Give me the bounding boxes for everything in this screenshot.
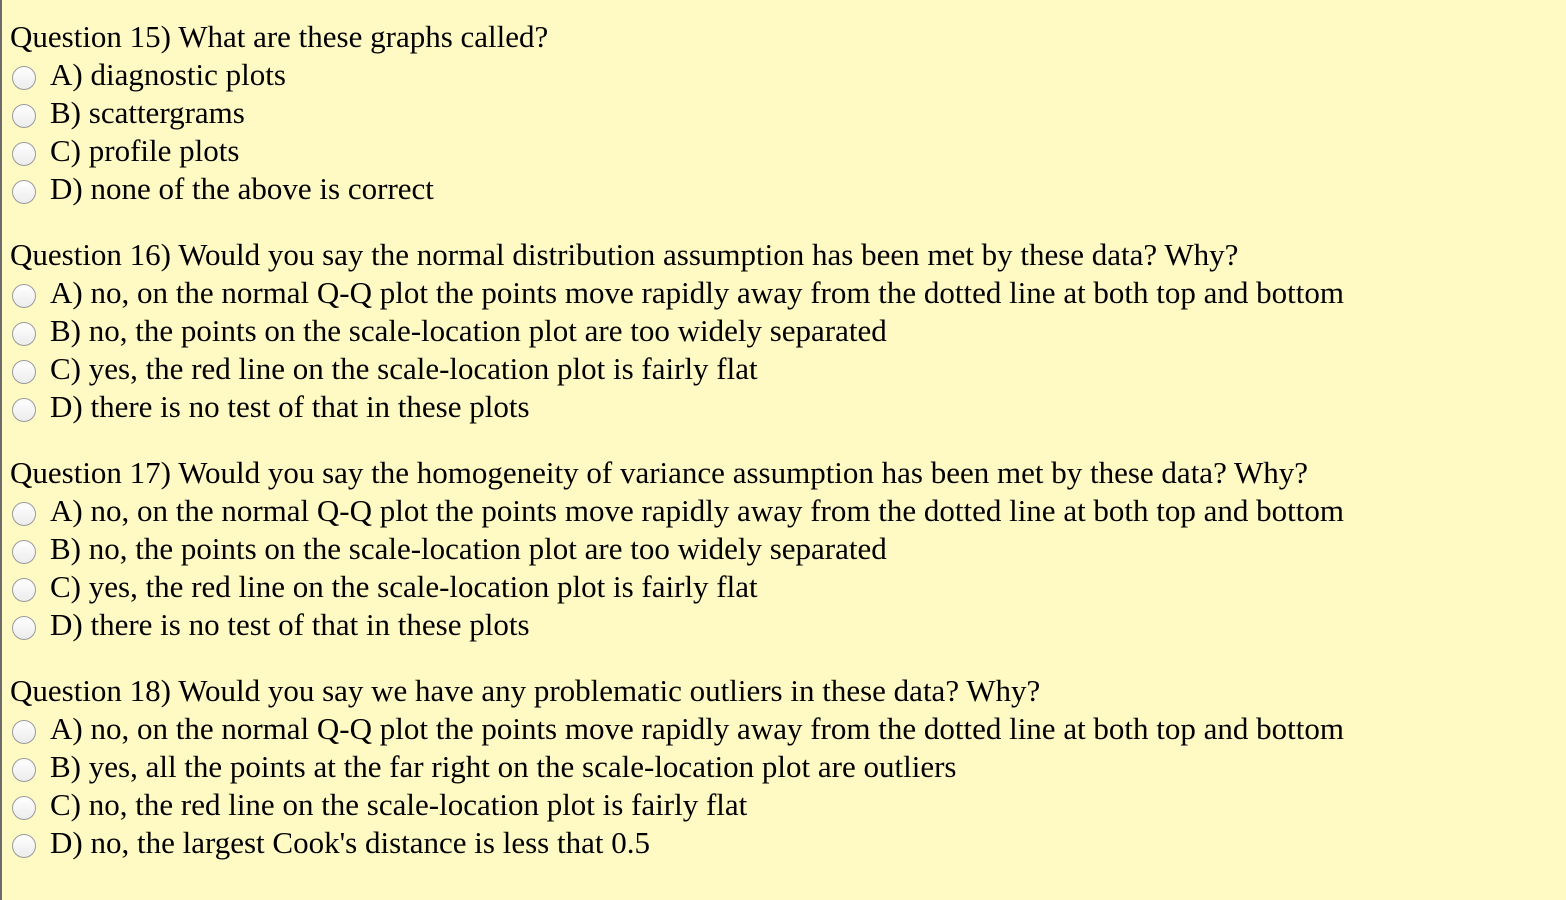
option-18-a[interactable] <box>10 710 1550 748</box>
option-17-a[interactable] <box>10 492 1550 530</box>
radio-button[interactable] <box>12 540 36 564</box>
option-16-c[interactable] <box>10 350 1550 388</box>
option-18-b[interactable] <box>10 748 1550 786</box>
radio-button[interactable] <box>12 180 36 204</box>
radio-button[interactable] <box>12 502 36 526</box>
option-18-c[interactable] <box>10 786 1550 824</box>
question-text: Question 17) Would you say the homogeneity of variance assumption has been met by these data? Why? <box>10 455 1309 490</box>
question-15 <box>10 18 1550 208</box>
question-16 <box>10 236 1550 426</box>
radio-button[interactable] <box>12 834 36 858</box>
option-15-c[interactable] <box>10 132 1550 170</box>
question-17 <box>10 454 1550 644</box>
option-label: A) no, on the normal Q-Q plot the points move rapidly away from the dotted line at both top and bottom <box>50 711 1345 746</box>
option-label: B) yes, all the points at the far right on the scale-location plot are outliers <box>50 749 957 784</box>
option-label: C) no, the red line on the scale-location plot is fairly flat <box>50 787 748 822</box>
option-17-d[interactable] <box>10 606 1550 644</box>
radio-button[interactable] <box>12 142 36 166</box>
radio-button[interactable] <box>12 796 36 820</box>
left-border <box>0 0 2 900</box>
option-16-a[interactable] <box>10 274 1550 312</box>
radio-button[interactable] <box>12 758 36 782</box>
radio-button[interactable] <box>12 720 36 744</box>
option-label: D) no, the largest Cook's distance is less that 0.5 <box>50 825 650 860</box>
option-label: C) yes, the red line on the scale-location plot is fairly flat <box>50 569 758 604</box>
radio-button[interactable] <box>12 284 36 308</box>
option-label: C) profile plots <box>50 133 240 168</box>
option-17-c[interactable] <box>10 568 1550 606</box>
radio-button[interactable] <box>12 66 36 90</box>
option-label: D) there is no test of that in these plots <box>50 607 530 642</box>
option-16-b[interactable] <box>10 312 1550 350</box>
option-label: A) no, on the normal Q-Q plot the points move rapidly away from the dotted line at both top and bottom <box>50 493 1345 528</box>
radio-button[interactable] <box>12 578 36 602</box>
option-label: D) there is no test of that in these plots <box>50 389 530 424</box>
option-15-b[interactable] <box>10 94 1550 132</box>
radio-button[interactable] <box>12 398 36 422</box>
option-label: B) no, the points on the scale-location plot are too widely separated <box>50 531 887 566</box>
radio-button[interactable] <box>12 360 36 384</box>
option-17-b[interactable] <box>10 530 1550 568</box>
option-15-d[interactable] <box>10 170 1550 208</box>
option-label: C) yes, the red line on the scale-location plot is fairly flat <box>50 351 758 386</box>
radio-button[interactable] <box>12 322 36 346</box>
option-label: A) diagnostic plots <box>50 57 286 92</box>
option-15-a[interactable] <box>10 56 1550 94</box>
option-label: B) no, the points on the scale-location plot are too widely separated <box>50 313 887 348</box>
radio-button[interactable] <box>12 616 36 640</box>
option-18-d[interactable] <box>10 824 1550 862</box>
option-label: D) none of the above is correct <box>50 171 434 206</box>
question-18 <box>10 672 1550 862</box>
question-text: Question 18) Would you say we have any problematic outliers in these data? Why? <box>10 673 1041 708</box>
option-label: A) no, on the normal Q-Q plot the points move rapidly away from the dotted line at both top and bottom <box>50 275 1345 310</box>
option-label: B) scattergrams <box>50 95 245 130</box>
question-text: Question 16) Would you say the normal distribution assumption has been met by these data? Why? <box>10 237 1239 272</box>
question-list <box>10 18 1550 890</box>
option-16-d[interactable] <box>10 388 1550 426</box>
question-text: Question 15) What are these graphs called? <box>10 19 549 54</box>
radio-button[interactable] <box>12 104 36 128</box>
